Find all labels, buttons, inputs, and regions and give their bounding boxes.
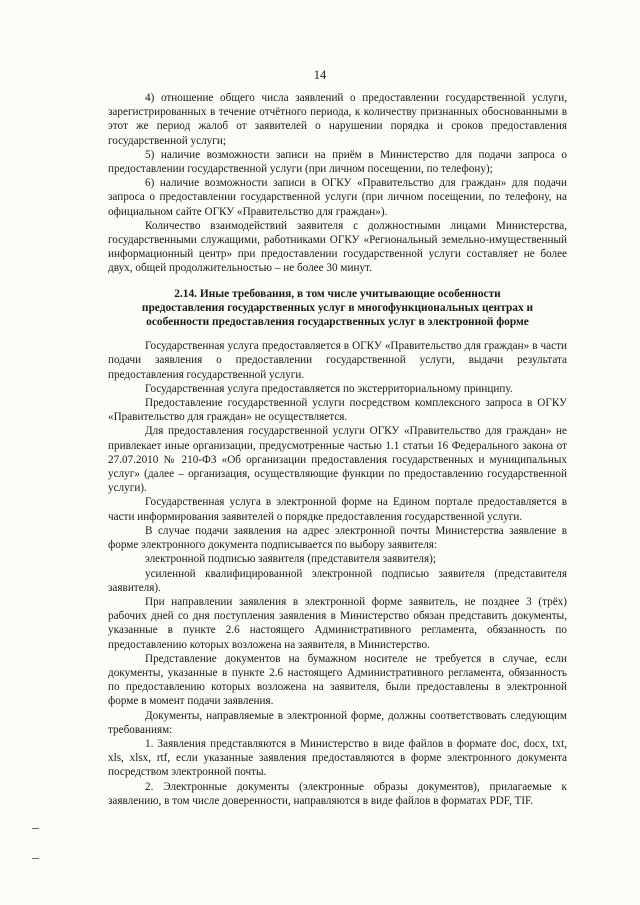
document-body <box>108 91 567 808</box>
margin-scan-mark <box>32 828 39 829</box>
list-item-simple-signature: электронной подписью заявителя (представителя заявителя); <box>145 553 436 566</box>
paragraph-requirements-intro: Документы, направляемые в электронной форме, должны соответствовать следующим требованиям: <box>108 709 567 736</box>
section-heading-line: особенности предоставления государственных услуг в электронной форме <box>146 316 529 329</box>
list-item-6: 6) наличие возможности записи в ОГКУ «Правительство для граждан» для подачи запроса о предоставлении государственной услуги (при личном посещении, по телефону, на официальном сайте ОГКУ «Правительство для граждан»). <box>108 177 567 218</box>
paragraph-email-submission: В случае подачи заявления на адрес электронной почты Министерства заявление в форме электронного документа подписывается по выбору заявителя: <box>108 524 567 552</box>
section-heading-line: 2.14. Иные требования, в том числе учитывающие особенности <box>174 287 501 300</box>
section-heading-line: предоставления государственных услуг в многофункциональных центрах и <box>141 301 534 314</box>
paragraph-extraterritorial: Государственная услуга предоставляется по экстерриториальному принципу. <box>145 382 513 395</box>
paragraph-electronic-submission-deadline: При направлении заявления в электронной форме заявитель, не позднее 3 (трёх) рабочих дней со дня поступления заявления в Министерство обязан представить документы, указанные в пункте 2.6 настоящего Административного регламента, обязанность по предоставлению которых возложена на заявителя, в Министерство. <box>108 595 567 651</box>
list-item-4: 4) отношение общего числа заявлений о предоставлении государственной услуги, зарегистрированных в течение отчётного периода, к количеству признанных обоснованными в этот же период жалоб от заявителей о нарушении порядка и сроков предоставления государственной услуги; <box>108 92 567 147</box>
page-number: 14 <box>313 68 327 82</box>
margin-scan-mark <box>32 858 39 859</box>
section-heading-2-14 <box>108 287 567 330</box>
list-item-qualified-signature: усиленной квалифицированной электронной подписью заявителя (представителя заявителя). <box>108 567 567 594</box>
list-item-5: 5) наличие возможности записи на приём в Министерство для подачи запроса о предоставлении государственной услуги (при личном посещении, по телефону); <box>108 148 567 176</box>
list-item-attached-documents: 2. Электронные документы (электронные образы документов), прилагаемые к заявлению, в том числе доверенности, направляются в виде файлов в форматах PDF, TIF. <box>108 780 567 807</box>
paragraph-complex-request: Предоставление государственной услуги посредством комплексного запроса в ОГКУ «Правительство для граждан» не осуществляется. <box>108 397 567 424</box>
list-item-file-formats: 1. Заявления представляются в Министерство в виде файлов в формате doc, docx, txt, xls, xlsx, rtf, если указанные заявления предоставляются в форме электронного документа посредством электронной почты. <box>108 737 567 779</box>
paragraph-mfc-service: Государственная услуга предоставляется в ОГКУ «Правительство для граждан» в части подачи заявления о предоставлении государственной услуги, выдачи результата предоставления государственной услуги. <box>108 340 567 381</box>
paragraph-unified-portal: Государственная услуга в электронной форме на Едином портале предоставляется в части информирования заявителей о порядке предоставления государственной услуги. <box>108 496 567 523</box>
paragraph-interactions-count: Количество взаимодействий заявителя с должностными лицами Министерства, государственными служащими, работниками ОГКУ «Региональный земельно-имущественный информационный центр» при предоставлении государственной услуги составляет не более двух, общей продолжительностью – не более 30 минут. <box>108 219 567 275</box>
paragraph-paper-documents: Представление документов на бумажном носителе не требуется в случае, если документы, указанные в пункте 2.6 настоящего Административного регламента, обязанность по предоставлению которых возложена на заявителя, были предоставлены в электронной форме в момент подачи заявления. <box>108 652 567 708</box>
paragraph-other-organizations: Для предоставления государственной услуги ОГКУ «Правительство для граждан» не привлекает иные организации, предусмотренные частью 1.1 статьи 16 Федерального закона от 27.07.2010 № 210-ФЗ «Об организации предоставления государственных и муниципальных услуг» (далее – организация, осуществляющие функции по предоставлению государственной услуги). <box>108 425 567 495</box>
